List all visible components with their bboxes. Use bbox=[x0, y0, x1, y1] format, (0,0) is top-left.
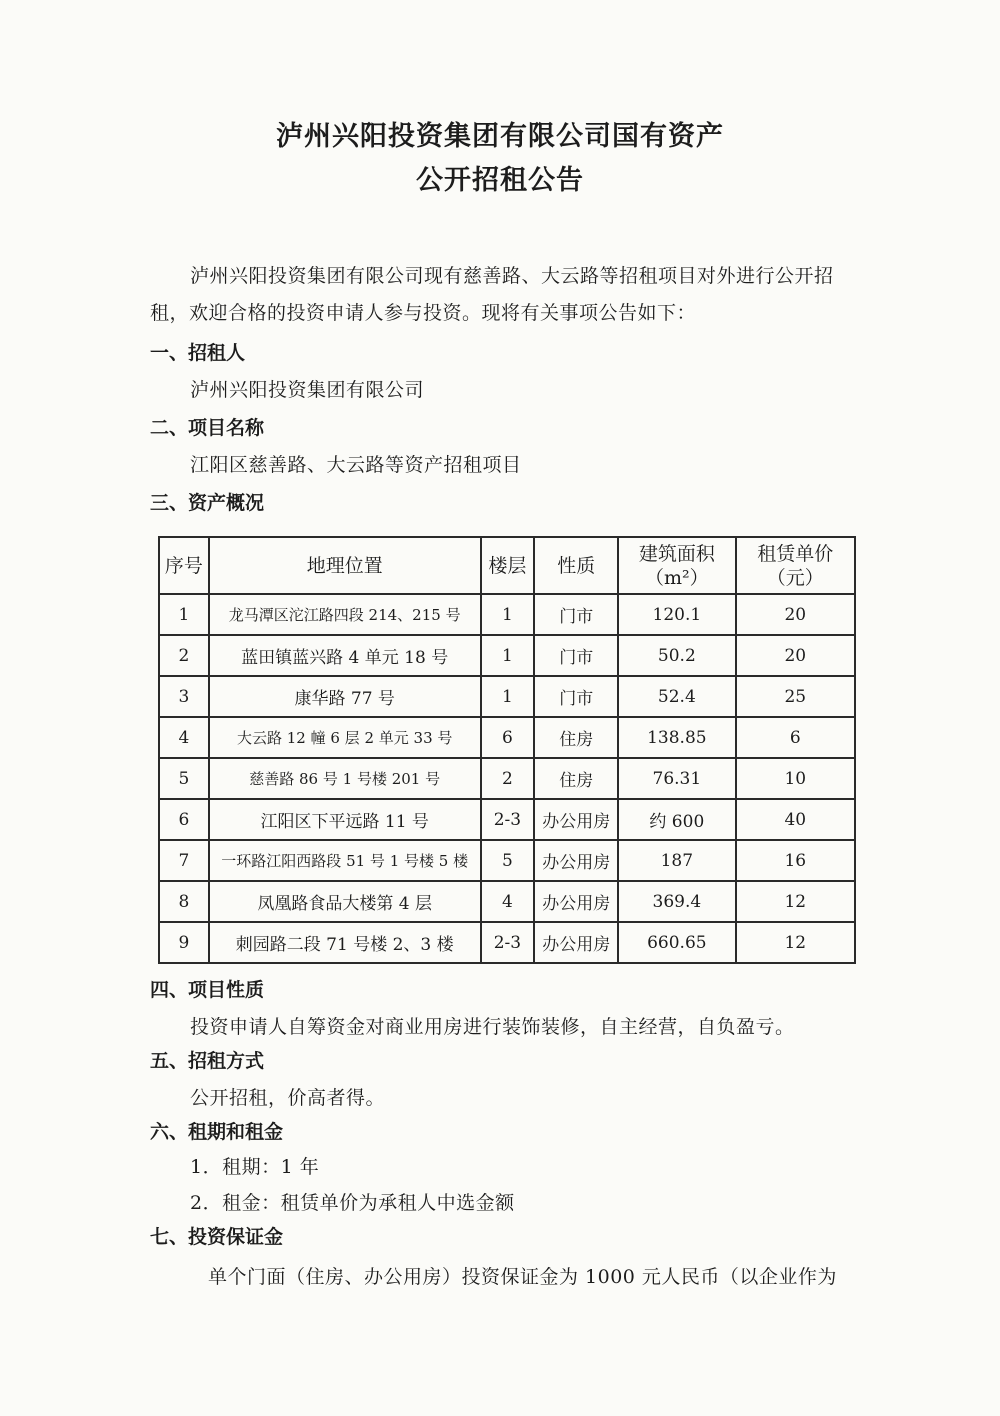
cell-location: 凤凰路食品大楼第 4 层 bbox=[209, 881, 481, 922]
cell-location: 龙马潭区沱江路四段 214、215 号 bbox=[209, 594, 481, 635]
cell-type: 门市 bbox=[534, 676, 618, 717]
header-area-line2: （m²） bbox=[645, 566, 709, 589]
cell-area: 187 bbox=[618, 840, 735, 881]
section-7-body: 单个门面（住房、办公用房）投资保证金为 1000 元人民币（以企业作为 bbox=[208, 1266, 837, 1288]
cell-floor: 1 bbox=[481, 676, 535, 717]
section-1-body: 泸州兴阳投资集团有限公司 bbox=[190, 379, 425, 401]
section-6-heading: 六、租期和租金 bbox=[150, 1121, 284, 1143]
cell-location: 慈善路 86 号 1 号楼 201 号 bbox=[209, 758, 481, 799]
cell-price: 12 bbox=[736, 881, 855, 922]
cell-area: 50.2 bbox=[618, 635, 735, 676]
cell-location: 大云路 12 幢 6 层 2 单元 33 号 bbox=[209, 717, 481, 758]
header-area-line1: 建筑面积 bbox=[638, 542, 715, 565]
cell-type: 办公用房 bbox=[534, 881, 618, 922]
cell-no: 9 bbox=[159, 922, 209, 963]
cell-type: 办公用房 bbox=[534, 799, 618, 840]
intro-paragraph: 泸州兴阳投资集团有限公司现有慈善路、大云路等招租项目对外进行公开招租，欢迎合格的投资申请人参与投资。现将有关事项公告如下： bbox=[150, 265, 834, 324]
table-row bbox=[159, 758, 855, 799]
cell-floor: 5 bbox=[481, 840, 535, 881]
cell-no: 6 bbox=[159, 799, 209, 840]
section-4-body: 投资申请人自筹资金对商业用房进行装饰装修，自主经营，自负盈亏。 bbox=[190, 1016, 795, 1038]
cell-type: 办公用房 bbox=[534, 922, 618, 963]
cell-floor: 2-3 bbox=[481, 799, 535, 840]
table-row bbox=[159, 635, 855, 676]
cell-area: 52.4 bbox=[618, 676, 735, 717]
cell-floor: 2 bbox=[481, 758, 535, 799]
table-row bbox=[159, 676, 855, 717]
cell-no: 3 bbox=[159, 676, 209, 717]
cell-location: 江阳区下平远路 11 号 bbox=[209, 799, 481, 840]
cell-area: 369.4 bbox=[618, 881, 735, 922]
cell-price: 20 bbox=[736, 594, 855, 635]
cell-price: 6 bbox=[736, 717, 855, 758]
cell-no: 7 bbox=[159, 840, 209, 881]
cell-price: 16 bbox=[736, 840, 855, 881]
cell-no: 5 bbox=[159, 758, 209, 799]
cell-floor: 1 bbox=[481, 635, 535, 676]
section-4-heading: 四、项目性质 bbox=[150, 979, 265, 1001]
section-6-item-1: 1．租期：1 年 bbox=[190, 1156, 320, 1178]
cell-location: 一环路江阳西路段 51 号 1 号楼 5 楼 bbox=[209, 840, 481, 881]
cell-location: 康华路 77 号 bbox=[209, 676, 481, 717]
section-2-heading: 二、项目名称 bbox=[150, 417, 265, 439]
cell-no: 4 bbox=[159, 717, 209, 758]
asset-table bbox=[158, 536, 856, 964]
cell-type: 门市 bbox=[534, 635, 618, 676]
section-2-body: 江阳区慈善路、大云路等资产招租项目 bbox=[190, 454, 522, 476]
cell-area: 138.85 bbox=[618, 717, 735, 758]
cell-price: 10 bbox=[736, 758, 855, 799]
table-row bbox=[159, 717, 855, 758]
cell-location: 刺园路二段 71 号楼 2、3 楼 bbox=[209, 922, 481, 963]
section-6-item-2: 2．租金：租赁单价为承租人中选金额 bbox=[190, 1192, 515, 1214]
cell-floor: 6 bbox=[481, 717, 535, 758]
cell-price: 12 bbox=[736, 922, 855, 963]
cell-area: 660.65 bbox=[618, 922, 735, 963]
header-area bbox=[618, 537, 735, 594]
header-floor: 楼层 bbox=[481, 537, 535, 594]
cell-type: 住房 bbox=[534, 717, 618, 758]
cell-no: 8 bbox=[159, 881, 209, 922]
cell-type: 办公用房 bbox=[534, 840, 618, 881]
cell-area: 120.1 bbox=[618, 594, 735, 635]
cell-no: 2 bbox=[159, 635, 209, 676]
header-price bbox=[736, 537, 855, 594]
table-row bbox=[159, 799, 855, 840]
header-type: 性质 bbox=[534, 537, 618, 594]
cell-location: 蓝田镇蓝兴路 4 单元 18 号 bbox=[209, 635, 481, 676]
cell-floor: 2-3 bbox=[481, 922, 535, 963]
cell-area: 76.31 bbox=[618, 758, 735, 799]
header-no: 序号 bbox=[159, 537, 209, 594]
table-header-row bbox=[159, 537, 855, 594]
cell-floor: 1 bbox=[481, 594, 535, 635]
title-line-1: 泸州兴阳投资集团有限公司国有资产 bbox=[276, 121, 724, 152]
table-row bbox=[159, 881, 855, 922]
table-row bbox=[159, 840, 855, 881]
section-5-heading: 五、招租方式 bbox=[150, 1050, 265, 1072]
cell-area: 约 600 bbox=[618, 799, 735, 840]
section-1-heading: 一、招租人 bbox=[150, 342, 246, 364]
header-price-line1: 租赁单价 bbox=[757, 542, 834, 565]
cell-floor: 4 bbox=[481, 881, 535, 922]
cell-type: 住房 bbox=[534, 758, 618, 799]
section-7-heading: 七、投资保证金 bbox=[150, 1226, 284, 1248]
cell-price: 20 bbox=[736, 635, 855, 676]
table-row bbox=[159, 922, 855, 963]
cell-price: 25 bbox=[736, 676, 855, 717]
cell-price: 40 bbox=[736, 799, 855, 840]
title-line-2: 公开招租公告 bbox=[416, 165, 584, 196]
section-3-heading: 三、资产概况 bbox=[150, 492, 265, 514]
section-5-body: 公开招租，价高者得。 bbox=[190, 1087, 386, 1109]
header-price-line2: （元） bbox=[766, 566, 824, 589]
table-row bbox=[159, 594, 855, 635]
cell-no: 1 bbox=[159, 594, 209, 635]
cell-type: 门市 bbox=[534, 594, 618, 635]
header-location: 地理位置 bbox=[209, 537, 481, 594]
